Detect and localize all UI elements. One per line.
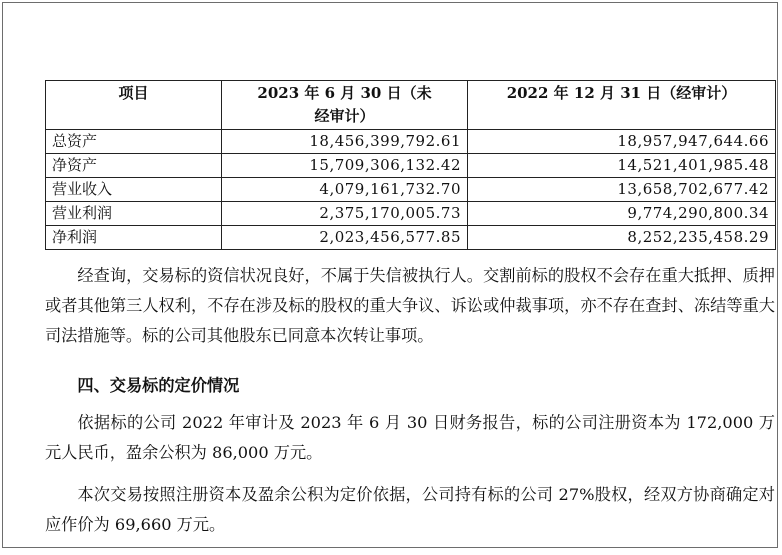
header-item: 项目 (46, 81, 222, 130)
pricing-basis-paragraph: 依据标的公司 2022 年审计及 2023 年 6 月 30 日财务报告，标的公司注册资本为 172,000 万元人民币，盈余公积为 86,000 万元。 (45, 413, 775, 462)
table-header-row (46, 81, 776, 130)
pricing-determination-paragraph: 本次交易按照注册资本及盈余公积为定价依据，公司持有标的公司 27%股权，经双方协商确定对应作价为 69,660 万元。 (45, 485, 775, 534)
row-value-2022-fy: 18,957,947,644.66 (468, 130, 776, 154)
table-row (46, 130, 776, 154)
row-value-2023-h1: 15,709,306,132.42 (222, 154, 468, 178)
financial-summary-table (45, 80, 776, 250)
row-item: 净资产 (46, 154, 222, 178)
row-value-2023-h1: 4,079,161,732.70 (222, 178, 468, 202)
header-2023-h1: 2023 年 6 月 30 日（未经审计） (222, 81, 468, 130)
row-value-2023-h1: 18,456,399,792.61 (222, 130, 468, 154)
table-row (46, 154, 776, 178)
row-item: 营业收入 (46, 178, 222, 202)
row-value-2022-fy: 14,521,401,985.48 (468, 154, 776, 178)
header-2022-fy: 2022 年 12 月 31 日（经审计） (468, 81, 776, 130)
credit-status-paragraph: 经查询，交易标的资信状况良好，不属于失信被执行人。交割前标的股权不会存在重大抵押、质押或者其他第三人权利，不存在涉及标的股权的重大争议、诉讼或仲裁事项，亦不存在查封、冻结等重大司法措施等。标的公司其他股东已同意本次转让事项。 (45, 266, 775, 345)
document-page (2, 2, 778, 548)
row-value-2023-h1: 2,375,170,005.73 (222, 202, 468, 226)
table-row (46, 202, 776, 226)
section-heading: 四、交易标的定价情况 (77, 376, 240, 395)
row-item: 净利润 (46, 226, 222, 250)
table-row (46, 178, 776, 202)
row-item: 营业利润 (46, 202, 222, 226)
table-row (46, 226, 776, 250)
row-value-2022-fy: 8,252,235,458.29 (468, 226, 776, 250)
row-value-2022-fy: 9,774,290,800.34 (468, 202, 776, 226)
row-item: 总资产 (46, 130, 222, 154)
row-value-2022-fy: 13,658,702,677.42 (468, 178, 776, 202)
row-value-2023-h1: 2,023,456,577.85 (222, 226, 468, 250)
